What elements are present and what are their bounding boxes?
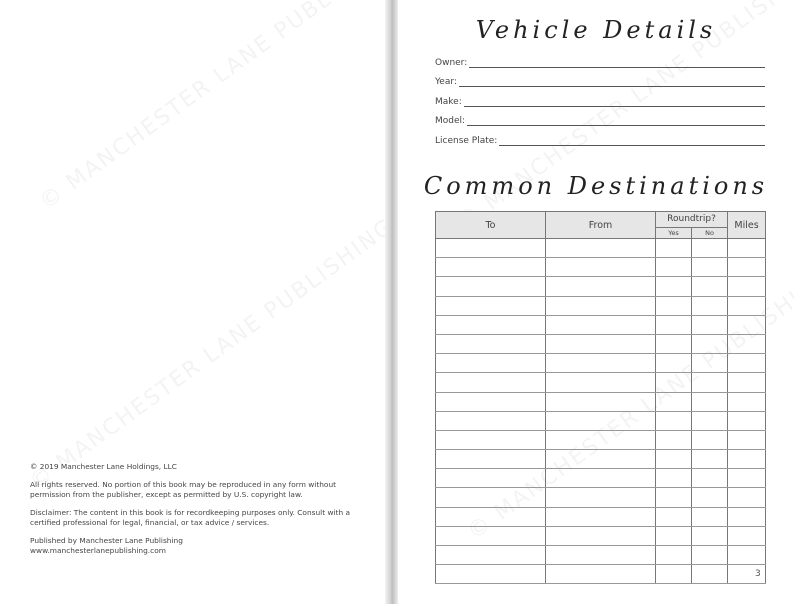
- cell-from[interactable]: [546, 296, 656, 315]
- make-label: Make:: [435, 97, 462, 107]
- cell-no[interactable]: [692, 507, 728, 526]
- cell-from[interactable]: [546, 277, 656, 296]
- cell-no[interactable]: [692, 411, 728, 430]
- owner-field[interactable]: [435, 54, 765, 68]
- cell-from[interactable]: [546, 430, 656, 449]
- watermark: [35, 0, 409, 215]
- cell-to[interactable]: [436, 488, 546, 507]
- cell-no[interactable]: [692, 526, 728, 545]
- cell-to[interactable]: [436, 258, 546, 277]
- cell-from[interactable]: [546, 450, 656, 469]
- cell-miles[interactable]: [728, 411, 766, 430]
- cell-miles[interactable]: [728, 334, 766, 353]
- cell-yes[interactable]: [656, 450, 692, 469]
- cell-miles[interactable]: [728, 315, 766, 334]
- cell-miles[interactable]: [728, 430, 766, 449]
- table-row: [436, 354, 766, 373]
- cell-yes[interactable]: [656, 258, 692, 277]
- cell-from[interactable]: [546, 565, 656, 584]
- cell-yes[interactable]: [656, 277, 692, 296]
- cell-miles[interactable]: [728, 526, 766, 545]
- destinations-body: [436, 239, 766, 584]
- cell-miles[interactable]: [728, 392, 766, 411]
- cell-from[interactable]: [546, 546, 656, 565]
- table-row: [436, 526, 766, 545]
- right-page: [398, 0, 794, 604]
- cell-yes[interactable]: [656, 430, 692, 449]
- website: www.manchesterlanepublishing.com: [30, 546, 166, 555]
- cell-yes[interactable]: [656, 526, 692, 545]
- cell-yes[interactable]: [656, 239, 692, 258]
- cell-miles[interactable]: [728, 277, 766, 296]
- cell-yes[interactable]: [656, 392, 692, 411]
- table-row: [436, 373, 766, 392]
- destinations-table: [435, 211, 766, 584]
- cell-yes[interactable]: [656, 411, 692, 430]
- cell-no[interactable]: [692, 277, 728, 296]
- cell-to[interactable]: [436, 526, 546, 545]
- cell-to[interactable]: [436, 334, 546, 353]
- cell-to[interactable]: [436, 277, 546, 296]
- owner-label: Owner:: [435, 58, 468, 68]
- cell-miles[interactable]: [728, 450, 766, 469]
- license-plate-label: License Plate:: [435, 136, 498, 146]
- table-row: [436, 392, 766, 411]
- book-gutter: [385, 0, 398, 604]
- col-miles: Miles: [728, 212, 766, 239]
- cell-no[interactable]: [692, 488, 728, 507]
- cell-no[interactable]: [692, 239, 728, 258]
- cell-from[interactable]: [546, 411, 656, 430]
- table-row: [436, 507, 766, 526]
- col-no: No: [692, 227, 728, 238]
- cell-to[interactable]: [436, 430, 546, 449]
- license-plate-field[interactable]: [435, 132, 765, 146]
- cell-to[interactable]: [436, 315, 546, 334]
- rights-notice: All rights reserved. No portion of this book may be reproduced in any form without permission from the publisher, except as permitted by U.S. copyright law.: [30, 480, 337, 499]
- cell-from[interactable]: [546, 258, 656, 277]
- copyright-block: [30, 462, 365, 556]
- cell-miles[interactable]: [728, 507, 766, 526]
- cell-from[interactable]: [546, 507, 656, 526]
- cell-miles[interactable]: [728, 354, 766, 373]
- cell-no[interactable]: [692, 334, 728, 353]
- cell-no[interactable]: [692, 565, 728, 584]
- table-row: [436, 315, 766, 334]
- cell-to[interactable]: [436, 411, 546, 430]
- page-number: 3: [755, 569, 761, 579]
- cell-miles[interactable]: [728, 469, 766, 488]
- vehicle-details-title: Vehicle Details: [475, 16, 717, 44]
- table-row: [436, 450, 766, 469]
- table-row: [436, 546, 766, 565]
- publisher: Published by Manchester Lane Publishing: [30, 536, 183, 545]
- cell-to[interactable]: [436, 450, 546, 469]
- table-row: [436, 296, 766, 315]
- table-row: [436, 565, 766, 584]
- col-from: From: [546, 212, 656, 239]
- col-to: To: [436, 212, 546, 239]
- cell-to[interactable]: [436, 354, 546, 373]
- cell-yes[interactable]: [656, 354, 692, 373]
- cell-no[interactable]: [692, 258, 728, 277]
- cell-miles[interactable]: [728, 373, 766, 392]
- cell-no[interactable]: [692, 430, 728, 449]
- cell-miles[interactable]: [728, 296, 766, 315]
- table-row: [436, 469, 766, 488]
- cell-to[interactable]: [436, 392, 546, 411]
- cell-to[interactable]: [436, 373, 546, 392]
- cell-yes[interactable]: [656, 296, 692, 315]
- watermark: [25, 214, 399, 495]
- cell-to[interactable]: [436, 546, 546, 565]
- disclaimer: Disclaimer: The content in this book is for recordkeeping purposes only. Consult with a certified professional for legal, financial, or tax advice / services.: [30, 508, 351, 527]
- table-row: [436, 239, 766, 258]
- table-row: [436, 488, 766, 507]
- copyright-line: © 2019 Manchester Lane Holdings, LLC: [30, 462, 177, 471]
- col-roundtrip: Roundtrip?: [656, 212, 728, 228]
- cell-yes[interactable]: [656, 373, 692, 392]
- cell-from[interactable]: [546, 469, 656, 488]
- cell-to[interactable]: [436, 565, 546, 584]
- cell-yes[interactable]: [656, 565, 692, 584]
- make-field[interactable]: [435, 93, 765, 107]
- cell-to[interactable]: [436, 507, 546, 526]
- cell-no[interactable]: [692, 392, 728, 411]
- cell-yes[interactable]: [656, 334, 692, 353]
- table-row: [436, 258, 766, 277]
- cell-yes[interactable]: [656, 488, 692, 507]
- model-label: Model:: [435, 116, 466, 126]
- cell-no[interactable]: [692, 373, 728, 392]
- cell-from[interactable]: [546, 392, 656, 411]
- cell-from[interactable]: [546, 315, 656, 334]
- cell-no[interactable]: [692, 296, 728, 315]
- cell-miles[interactable]: [728, 258, 766, 277]
- common-destinations-title: Common Destinations: [423, 172, 769, 200]
- cell-miles[interactable]: [728, 546, 766, 565]
- cell-no[interactable]: [692, 469, 728, 488]
- cell-no[interactable]: [692, 450, 728, 469]
- cell-yes[interactable]: [656, 469, 692, 488]
- left-page: [0, 0, 385, 604]
- year-label: Year:: [435, 77, 457, 87]
- table-row: [436, 411, 766, 430]
- cell-no[interactable]: [692, 315, 728, 334]
- cell-yes[interactable]: [656, 315, 692, 334]
- cell-from[interactable]: [546, 488, 656, 507]
- cell-yes[interactable]: [656, 507, 692, 526]
- cell-from[interactable]: [546, 354, 656, 373]
- cell-from[interactable]: [546, 526, 656, 545]
- cell-to[interactable]: [436, 296, 546, 315]
- cell-to[interactable]: [436, 469, 546, 488]
- table-row: [436, 277, 766, 296]
- cell-miles[interactable]: [728, 239, 766, 258]
- table-row: [436, 334, 766, 353]
- year-field[interactable]: [435, 73, 765, 87]
- cell-from[interactable]: [546, 334, 656, 353]
- cell-miles[interactable]: [728, 488, 766, 507]
- col-yes: Yes: [656, 227, 692, 238]
- cell-from[interactable]: [546, 239, 656, 258]
- model-field[interactable]: [435, 112, 765, 126]
- cell-from[interactable]: [546, 373, 656, 392]
- cell-no[interactable]: [692, 546, 728, 565]
- cell-to[interactable]: [436, 239, 546, 258]
- table-row: [436, 430, 766, 449]
- cell-no[interactable]: [692, 354, 728, 373]
- cell-yes[interactable]: [656, 546, 692, 565]
